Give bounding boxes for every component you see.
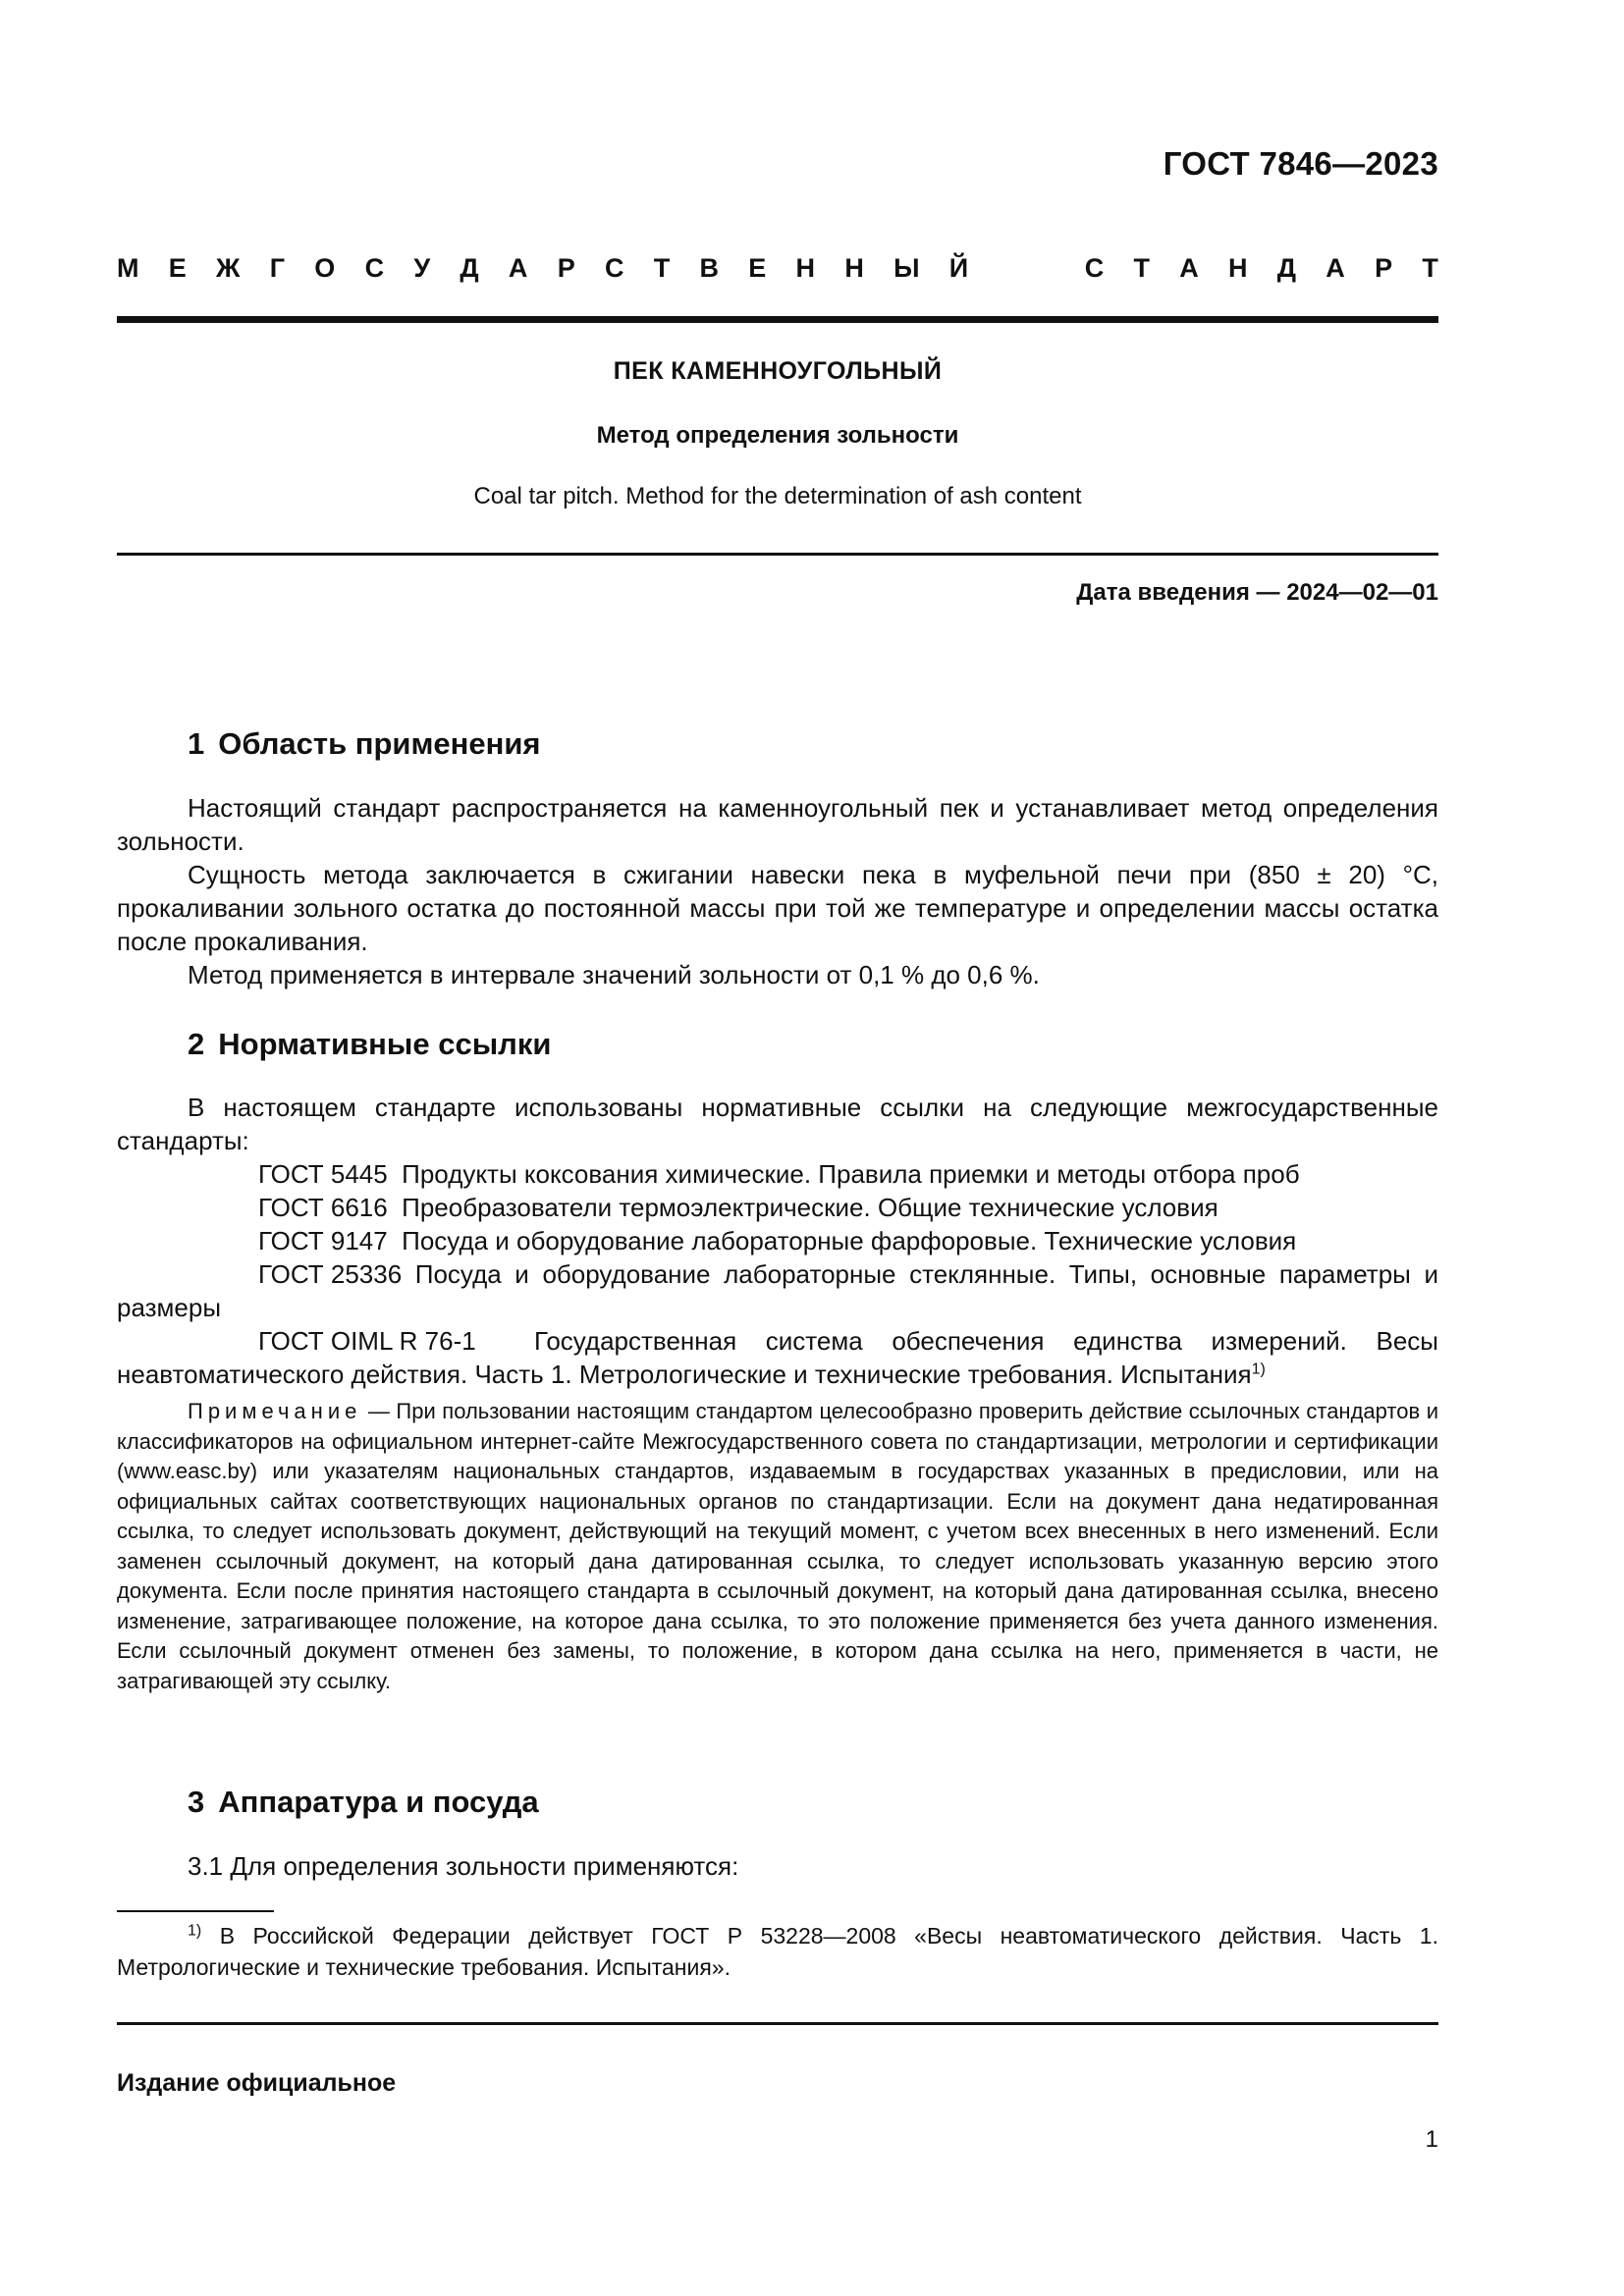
heading-letter: С bbox=[364, 253, 385, 283]
footnote-marker: 1) bbox=[1251, 1361, 1266, 1378]
reference-title: Продукты коксования химические. Правила приемки и методы отбора проб bbox=[402, 1159, 1300, 1189]
official-edition-label: Издание официальное bbox=[117, 2069, 397, 2097]
footnote-separator bbox=[117, 1910, 274, 1912]
section-number: 3 bbox=[188, 1785, 205, 1819]
heading-letter: С bbox=[604, 253, 624, 283]
reference-item bbox=[117, 1257, 1438, 1324]
heading-letter: Е bbox=[748, 253, 767, 283]
paragraph: Настоящий стандарт распространяется на каменноугольный пек и устанавливает метод определения зольности. bbox=[117, 793, 1438, 856]
section-number: 1 bbox=[188, 726, 205, 761]
heading-letter: У bbox=[413, 253, 431, 283]
section-2-body bbox=[117, 1091, 1438, 1391]
heading-letter: Н bbox=[795, 253, 816, 283]
reference-code: ГОСТ 25336 bbox=[258, 1259, 403, 1289]
section-title: Область применения bbox=[218, 726, 541, 761]
document-subtitle: Метод определения зольности bbox=[596, 422, 959, 449]
footnote-text: В Российской Федерации действует ГОСТ Р 53228—2008 «Весы неавтоматического действия. Часть 1. Метрологические и технические требования. Испытания». bbox=[117, 1923, 1438, 1980]
heading-letter: Ж bbox=[216, 253, 241, 283]
title-divider bbox=[117, 553, 1438, 556]
reference-title: Посуда и оборудование лабораторные фарфоровые. Технические условия bbox=[402, 1226, 1297, 1255]
paragraph: Метод применяется в интервале значений зольности от 0,1 % до 0,6 %. bbox=[188, 960, 1040, 989]
note-label: Примечание bbox=[188, 1399, 362, 1423]
footer-divider bbox=[117, 2022, 1438, 2025]
heading-letter: Н bbox=[1228, 253, 1248, 283]
section-3-body bbox=[117, 1849, 1438, 1883]
heading-letter: Д bbox=[460, 253, 479, 283]
reference-title: Государственная система обеспечения единства измерений. Весы неавтоматического действия. Часть 1. Метрологические и технические требования. Испытания bbox=[117, 1326, 1438, 1389]
heading-letter: С bbox=[1084, 253, 1105, 283]
section-1-body bbox=[117, 791, 1438, 991]
document-title: ПЕК КАМЕННОУГОЛЬНЫЙ bbox=[613, 357, 943, 385]
section-1-heading bbox=[188, 726, 541, 762]
heading-letter: Р bbox=[1375, 253, 1393, 283]
heading-letter: Т bbox=[653, 253, 671, 283]
section-title: Нормативные ссылки bbox=[218, 1027, 552, 1061]
heading-letter: Р bbox=[557, 253, 575, 283]
heading-letter: А bbox=[1326, 253, 1345, 283]
header-divider bbox=[117, 316, 1438, 323]
reference-item bbox=[117, 1324, 1438, 1391]
section-title: Аппаратура и посуда bbox=[218, 1785, 539, 1819]
section-3-heading bbox=[188, 1785, 539, 1820]
word-gap bbox=[998, 253, 1055, 284]
introduction-date: Дата введения — 2024—02—01 bbox=[1076, 579, 1438, 606]
paragraph: 3.1 Для определения зольности применяются: bbox=[188, 1851, 739, 1881]
heading-letter: Й bbox=[948, 253, 969, 283]
paragraph: Сущность метода заключается в сжигании навески пека в муфельной печи при (850 ± 20) °С, прокаливании зольного остатка до постоянной массы при той же температуре и определении массы остатка после прокаливания. bbox=[117, 860, 1438, 956]
heading-letter: Т bbox=[1133, 253, 1150, 283]
standard-number: ГОСТ 7846—2023 bbox=[1163, 145, 1438, 182]
heading-letter: Е bbox=[168, 253, 187, 283]
heading-letter: А bbox=[508, 253, 528, 283]
reference-item bbox=[117, 1224, 1438, 1257]
reference-code: ГОСТ 5445 bbox=[258, 1159, 388, 1189]
heading-letter: В bbox=[699, 253, 719, 283]
interstate-standard-heading bbox=[117, 253, 1438, 284]
heading-letter: Н bbox=[844, 253, 864, 283]
english-title: Coal tar pitch. Method for the determination of ash content bbox=[473, 483, 1082, 509]
heading-letter: М bbox=[117, 253, 139, 283]
heading-letter: О bbox=[314, 253, 336, 283]
reference-title: Посуда и оборудование лабораторные стеклянные. Типы, основные параметры и размеры bbox=[117, 1259, 1438, 1322]
reference-item bbox=[117, 1157, 1438, 1191]
heading-letter: Т bbox=[1422, 253, 1438, 283]
reference-note bbox=[117, 1397, 1438, 1696]
reference-code: ГОСТ 6616 bbox=[258, 1193, 388, 1222]
reference-title: Преобразователи термоэлектрические. Общие технические условия bbox=[402, 1193, 1218, 1222]
note-text: — При пользовании настоящим стандартом целесообразно проверить действие ссылочных стандартов и классификаторов на официальном интернет-сайте Межгосударственного совета по стандартизации, метрологии и сертификации (www.easc.by) или указателям национальных стандартов, издаваемым в государствах указанных в предисловии, или на официальных сайтах соответствующих национальных органов по стандартизации. Если на документ дана недатированная ссылка, то следует использовать документ, действующий на текущий момент, с учетом всех внесенных в него изменений. Если заменен ссылочный документ, на который дана датированная ссылка, то следует использовать указанную версию этого документа. Если после принятия настоящего стандарта в ссылочный документ, на который дана датированная ссылка, внесено изменение, затрагивающее положение, на которое дана ссылка, то это положение применяется без учета данного изменения. Если ссылочный документ отменен без замены, то положение, в котором дана ссылка на него, применяется в части, не затрагивающей эту ссылку. bbox=[117, 1399, 1438, 1693]
heading-letter: Г bbox=[269, 253, 286, 283]
reference-code: ГОСТ 9147 bbox=[258, 1226, 388, 1255]
heading-letter: Ы bbox=[893, 253, 920, 283]
footnote-marker: 1) bbox=[188, 1922, 202, 1940]
heading-letter: Д bbox=[1276, 253, 1297, 283]
reference-item bbox=[117, 1191, 1438, 1224]
section-2-heading bbox=[188, 1027, 551, 1062]
footnote bbox=[117, 1920, 1438, 1983]
paragraph: В настоящем стандарте использованы нормативные ссылки на следующие межгосударственные стандарты: bbox=[117, 1093, 1438, 1155]
page-number: 1 bbox=[1425, 2126, 1438, 2153]
section-number: 2 bbox=[188, 1027, 205, 1061]
heading-letter: А bbox=[1179, 253, 1199, 283]
reference-code: ГОСТ OIML R 76-1 bbox=[258, 1326, 476, 1356]
